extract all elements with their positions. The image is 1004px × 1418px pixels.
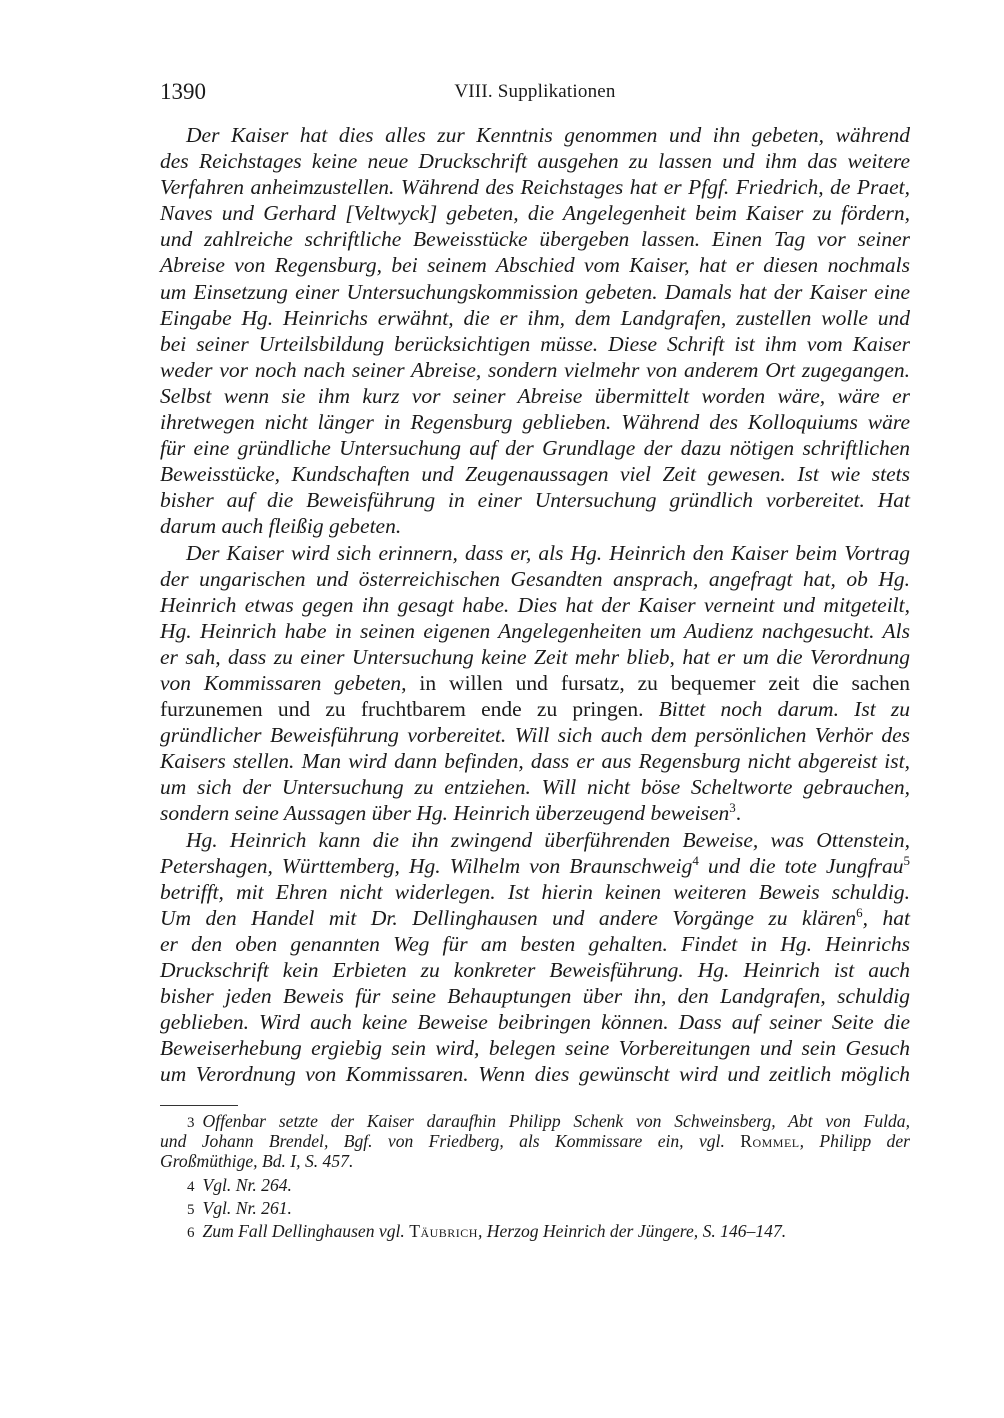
text-line: Der Kaiser hat dies alles zur Kenntnis genommen und ihn gebeten, während [186,123,910,147]
footnote-text: Vgl. Nr. 261. [202,1197,292,1218]
text-line: der ungarischen und österreichischen Gesandten ansprach, angefragt hat, ob Hg. [160,566,910,591]
footnote-ref[interactable]: 3 [729,800,736,816]
text-segment: , hat [862,905,910,930]
text-segment: . [735,801,742,826]
footnote-text: , Herzog Heinrich der Jüngere, S. 146–147. [477,1220,787,1241]
footnote-ref[interactable]: 4 [692,852,699,868]
text-segment: und die tote Jungfrau [698,853,904,878]
text-line: geblieben. Wird auch keine Beweise beibringen können. Dass auf seiner Seite die [160,1010,910,1035]
text-line: und zahlreiche schriftliche Beweisstücke übergeben lassen. Einen Tag vor seiner [160,227,910,252]
text-line: für eine gründliche Untersuchung auf der Grundlage der dazu nötigen schriftlichen [160,436,910,461]
text-line: bei seiner Urteilsbildung berücksichtigen müsse. Diese Schrift ist ihm vom Kaiser [160,331,910,356]
page-number: 1390 [160,79,206,104]
footnote-3-line [160,1131,910,1151]
footnote-text: Offenbar setzte der Kaiser daraufhin Philipp Schenk von Schweinsberg, Abt von Fulda, [202,1111,910,1131]
text-line [160,696,910,722]
footnote-text: und Johann Brendel, Bgf. von Friedberg, als Kommissare ein, vgl. [160,1131,725,1152]
text-line: Abreise von Regensburg, bei seinem Abschied vom Kaiser, hat er diesen nochmals [160,253,910,278]
footnote-5 [160,1198,910,1218]
text-line: Druckschrift kein Erbieten zu konkreter Beweisführung. Hg. Heinrich ist auch [160,958,910,982]
footnote-text: Zum Fall Dellinghausen vgl. [202,1220,405,1241]
text-segment: sondern seine Aussagen über Hg. Heinrich überzeugend beweisen [160,801,730,826]
quote-segment: in willen und fursatz, zu bequemer zeit die sachen [406,670,911,695]
running-header [160,79,910,109]
text-line: weder vor noch nach seiner Abreise, sondern vielmehr von anderem Ort zugegangen. [160,357,910,382]
text-line: um sich der Untersuchung zu entziehen. Will nicht böse Scheltworte gebrauchen, [160,775,910,800]
author-name: Täubrich [409,1220,478,1241]
text-line: Eingabe Hg. Heinrichs erwähnt, die er ihm, dem Landgrafen, zustellen wolle und [160,305,910,330]
text-line: Beweiserhebung ergiebig sein wird, belegen seine Vorbereitungen und sein Gesuch [160,1036,910,1061]
text-line: er den oben genannten Weg für am besten gehalten. Findet in Hg. Heinrichs [160,931,910,956]
footnote-3-line: Großmüthige, Bd. I, S. 457. [160,1151,354,1172]
text-line: gründlicher Beweisführung vorbereitet. Will sich auch dem persönlichen Verhör des [160,723,910,748]
text-line: Verfahren anheimzustellen. Während des Reichstages hat er Pfgf. Friedrich, de Praet, [160,175,910,200]
author-name: Rommel [740,1131,800,1152]
text-line: bisher jeden Beweis für seine Behauptungen über ihn, den Landgrafen, schuldig [160,984,910,1009]
footnote-separator [160,1105,238,1106]
footnote-ref[interactable]: 5 [903,852,910,868]
footnote-number: 6 [187,1224,195,1241]
text-segment: Petershagen, Württemberg, Hg. Wilhelm von Braunschweig [160,853,693,878]
text-line [160,905,910,931]
footnote-text: Vgl. Nr. 264. [202,1174,292,1195]
text-line: um Verordnung von Kommissaren. Wenn dies gewünscht wird und zeitlich möglich [160,1062,910,1087]
footnotes [160,1111,910,1241]
quote-segment: furzunemen und zu fruchtbarem ende zu pringen. [160,697,644,722]
text-line: Hg. Heinrich kann die ihn zwingend überführenden Beweise, was Ottenstein, [186,827,910,852]
footnote-ref[interactable]: 6 [856,904,863,920]
footnote-6 [160,1221,910,1241]
text-line: Selbst wenn sie ihm kurz vor seiner Abreise übermittelt worden wäre, wäre er [160,383,910,408]
text-line: Beweisstücke, Kundschaften und Zeugenaussagen viel Zeit gewesen. Ist wie stets [160,462,910,487]
footnote-4 [160,1175,910,1195]
text-segment: Bittet noch darum. Ist zu [643,697,910,722]
footnote-text: , Philipp der [799,1131,911,1152]
footnote-number: 4 [187,1178,195,1195]
text-segment: von Kommissaren gebeten, [160,670,407,695]
text-line: darum auch fleißig gebeten. [160,514,402,539]
text-line: Naves und Gerhard [Veltwyck] gebeten, die Angelegenheit beim Kaiser zu fördern, [160,201,910,226]
text-line: Heinrich etwas gegen ihn gesagt habe. Dies hat der Kaiser verneint und mitgeteilt, [160,592,910,617]
text-line [160,670,910,696]
footnote-3 [160,1111,910,1131]
text-line: bisher auf die Beweisführung in einer Untersuchung gründlich vorbereitet. Hat [160,488,910,513]
text-line: Der Kaiser wird sich erinnern, dass er, als Hg. Heinrich den Kaiser beim Vortrag [186,540,910,565]
text-line: des Reichstages keine neue Druckschrift ausgehen zu lassen und ihm das weitere [160,149,910,174]
footnote-number: 3 [187,1115,195,1131]
text-line: um Einsetzung einer Untersuchungskommission gebeten. Damals hat der Kaiser eine [160,279,910,304]
text-line: Hg. Heinrich habe in seinen eigenen Angelegenheiten um Audienz nachgesucht. Als [160,618,910,643]
footnote-number: 5 [187,1201,195,1218]
text-line: Kaisers stellen. Man wird dann befinden, dass er aus Regensburg nicht abgereist ist, [160,749,910,774]
text-line [160,853,910,879]
text-line: ihretwegen nicht länger in Regensburg geblieben. Während des Kolloquiums wäre [160,410,910,435]
text-segment: Um den Handel mit Dr. Dellinghausen und andere Vorgänge zu klären [160,905,857,930]
main-text [160,122,910,1087]
text-line: betrifft, mit Ehren nicht widerlegen. Ist hierin keinen weiteren Beweis schuldig. [160,879,910,904]
text-line [160,800,910,826]
running-title: VIII. Supplikationen [454,81,616,102]
text-line: er sah, dass zu einer Untersuchung keine Zeit mehr blieb, hat er um die Verordnung [160,644,910,669]
